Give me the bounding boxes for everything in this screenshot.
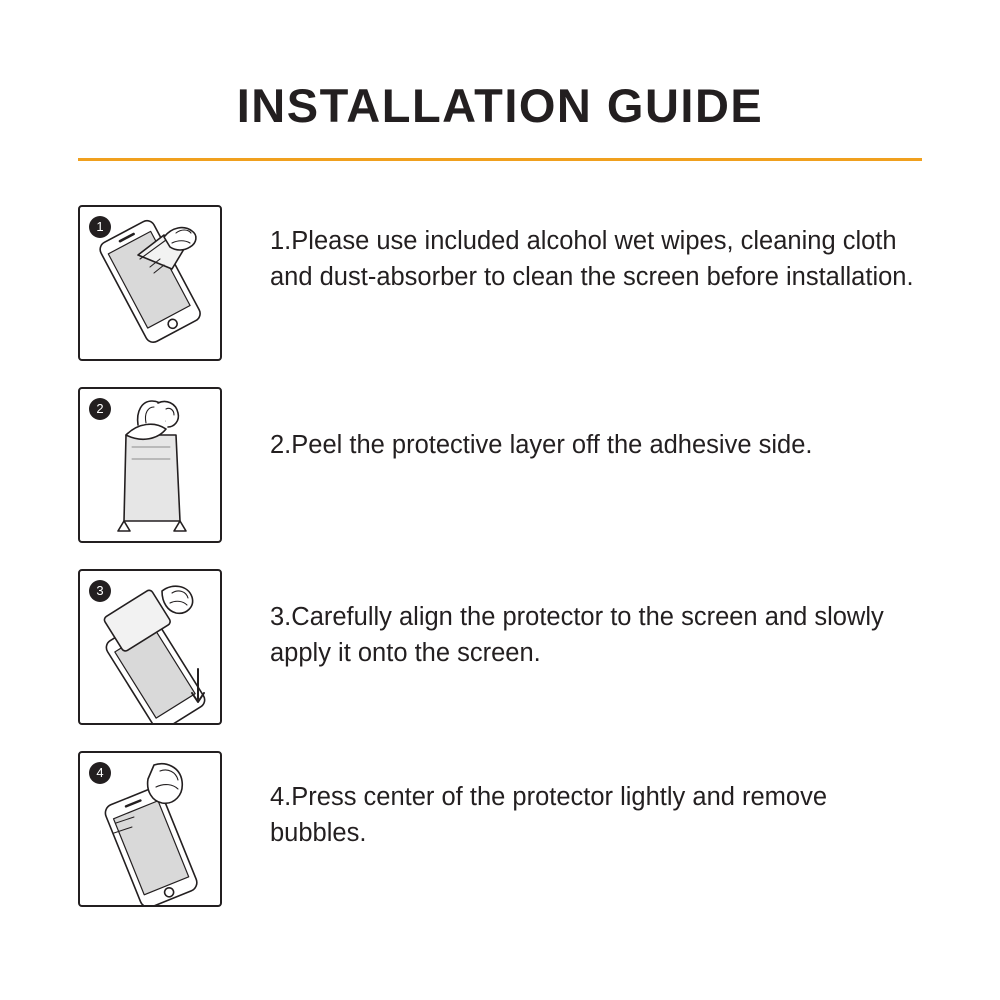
- step-2-text: [222, 387, 928, 463]
- page-title: INSTALLATION GUIDE: [236, 79, 764, 132]
- step-4-marker: 4.: [270, 783, 292, 811]
- list-item: [78, 387, 928, 543]
- step-3-body: Carefully align the protector to the screen and slowly apply it onto the screen.: [270, 603, 884, 668]
- step-1-text: [222, 205, 928, 295]
- step-4-badge: 4: [89, 762, 111, 784]
- step-1-body: Please use included alcohol wet wipes, cleaning cloth and dust-absorber to clean the screen before installation.: [270, 227, 914, 292]
- step-3-marker: 3.: [270, 603, 292, 631]
- step-3-text: [222, 569, 928, 671]
- list-item: [78, 569, 928, 725]
- step-4-body: Press center of the protector lightly and remove bubbles.: [270, 783, 828, 848]
- list-item: [78, 205, 928, 361]
- list-item: [78, 751, 928, 907]
- step-3-badge: 3: [89, 580, 111, 602]
- step-2-marker: 2.: [270, 431, 292, 459]
- steps-list: [78, 205, 928, 907]
- step-2-figure: [78, 387, 222, 543]
- step-1-marker: 1.: [270, 227, 292, 255]
- step-2-body: Peel the protective layer off the adhesive side.: [291, 431, 813, 459]
- step-4-figure: [78, 751, 222, 907]
- step-2-badge: 2: [89, 398, 111, 420]
- step-3-figure: [78, 569, 222, 725]
- step-4-text: [222, 751, 928, 851]
- title-divider: [78, 158, 922, 161]
- step-1-figure: [78, 205, 222, 361]
- step-1-badge: 1: [89, 216, 111, 238]
